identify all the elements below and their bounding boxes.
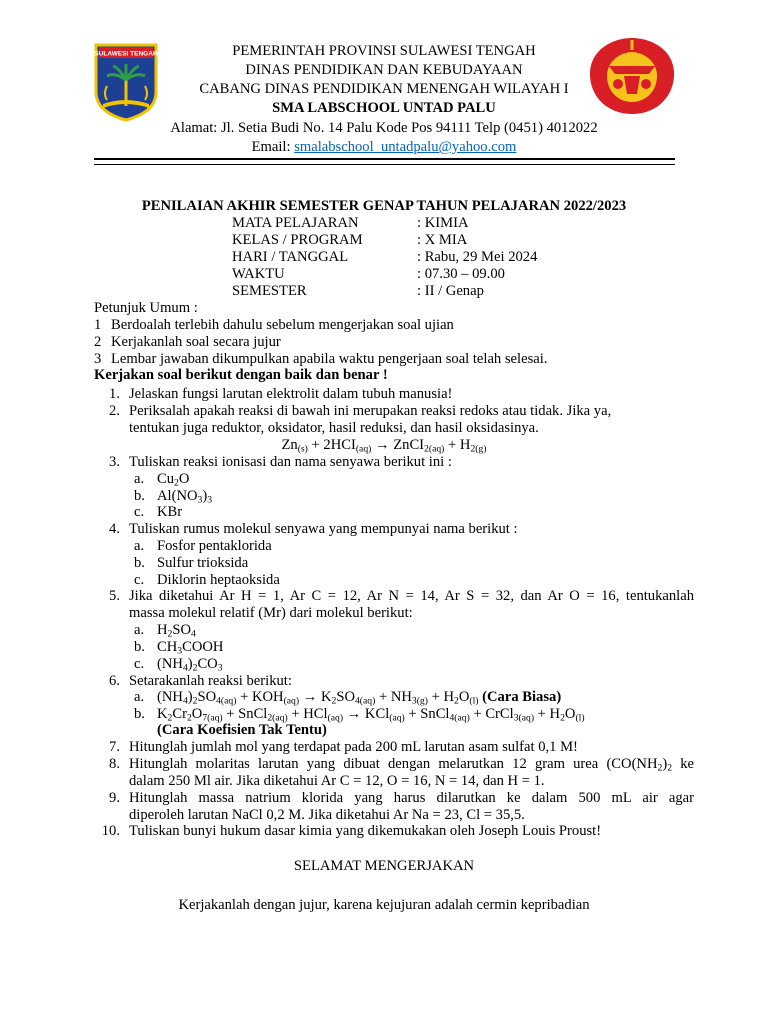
question-5-line-1: Jika diketahui Ar H = 1, Ar C = 12, Ar N = 14, Ar S = 32, dan Ar O = 16, tentukanlah <box>129 588 694 604</box>
field-value-time: : 07.30 – 09.00 <box>417 266 505 282</box>
question-9-line-2: diperoleh larutan NaCl 0,2 M. Jika diketahui Ar Na = 23, Cl = 35,5. <box>129 807 525 823</box>
instruction-number: 2 <box>94 334 102 350</box>
equation-a <box>157 689 561 706</box>
header-rule-thin <box>94 164 675 165</box>
question-number: 6. <box>109 673 120 689</box>
field-value-semester: : II / Genap <box>417 283 484 299</box>
equation-formula: $K_2Cr_2O_{7(aq)}$ + SnCl$_{2(aq)}$ + HCl$_{(aq)}$ → KCl$_{(aq)}$ + SnCl$_{4(aq)}$ + CrCl$_{3(aq)}$ + $H_2O_{(l)}$ <box>157 706 585 724</box>
department-name: DINAS PENDIDIKAN DAN KEBUDAYAAN <box>245 62 523 78</box>
question-number: 2. <box>109 403 120 419</box>
closing-greeting: SELAMAT MENGERJAKAN <box>293 858 475 874</box>
redox-reaction: $Zn_{(s)} + 2HCI_{(aq)}$ → ZnCI$_{2(aq)}$ + $H_{2(g)}$ <box>281 437 487 455</box>
item-letter: c. <box>134 656 145 672</box>
instruction-text: Lembar jawaban dikumpulkan apabila waktu pengerjaan soal telah selesai. <box>111 351 548 367</box>
question-2-line-2: tentukan juga reduktor, oksidator, hasil reduksi, dan hasil oksidasinya. <box>129 420 539 436</box>
question-7-text: Hitunglah jumlah mol yang terdapat pada 200 mL larutan asam sulfat 0,1 M! <box>129 739 578 755</box>
question-number: 3. <box>109 454 120 470</box>
question-number: 7. <box>109 739 120 755</box>
field-label-semester: SEMESTER <box>232 283 307 299</box>
item-letter: b. <box>134 488 145 504</box>
item-letter: c. <box>134 572 145 588</box>
branch-name: CABANG DINAS PENDIDIKAN MENENGAH WILAYAH I <box>199 81 569 97</box>
item-letter: b. <box>134 555 145 571</box>
compound-name: Fosfor pentaklorida <box>157 538 272 554</box>
item-letter: c. <box>134 504 145 520</box>
school-name: SMA LABSCHOOL UNTAD PALU <box>272 100 496 116</box>
school-email-line <box>0 139 768 156</box>
method-note: (Cara Koefisien Tak Tentu) <box>157 722 327 738</box>
question-number: 9. <box>109 790 120 806</box>
motto: Kerjakanlah dengan jujur, karena kejujuran adalah cermin kepribadian <box>178 897 590 913</box>
field-label-date: HARI / TANGGAL <box>232 249 349 265</box>
compound-formula: $H_2SO_4$ <box>157 622 196 640</box>
field-value-class: : X MIA <box>417 232 468 248</box>
instruction-number: 1 <box>94 317 102 333</box>
compound-formula: $(NH_4)_2CO_3$ <box>157 656 223 674</box>
item-letter: a. <box>134 471 145 487</box>
compound-formula: $Al(NO_3)_3$ <box>157 488 213 506</box>
question-5-line-2: massa molekul relatif (Mr) dari molekul berikut: <box>129 605 413 621</box>
work-instruction: Kerjakan soal berikut dengan baik dan benar ! <box>94 367 388 383</box>
field-value-subject: : KIMIA <box>417 215 469 231</box>
question-8-line-1: Hitunglah molaritas larutan yang dibuat dengan melarutkan 12 gram urea ($CO(NH_2)_2$ ke <box>129 756 694 774</box>
item-letter: a. <box>134 622 145 638</box>
instruction-number: 3 <box>94 351 102 367</box>
header-rule-thick <box>94 158 675 160</box>
exam-title: PENILAIAN AKHIR SEMESTER GENAP TAHUN PELAJARAN 2022/2023 <box>141 198 627 214</box>
compound-formula: $Cu_2O$ <box>157 471 190 489</box>
item-letter: a. <box>134 689 145 705</box>
question-4-text: Tuliskan rumus molekul senyawa yang mempunyai nama berikut : <box>129 521 518 537</box>
compound-name: Diklorin heptaoksida <box>157 572 280 588</box>
school-address: Alamat: Jl. Setia Budi No. 14 Palu Kode Pos 94111 Telp (0451) 4012022 <box>170 120 598 136</box>
question-10-text: Tuliskan bunyi hukum dasar kimia yang dikemukakan oleh Joseph Louis Proust! <box>129 823 602 839</box>
question-3-text: Tuliskan reaksi ionisasi dan nama senyawa berikut ini : <box>129 454 452 470</box>
compound-formula: KBr <box>157 504 183 520</box>
email-label: Email: <box>251 139 291 155</box>
question-1-text: Jelaskan fungsi larutan elektrolit dalam tubuh manusia! <box>129 386 453 402</box>
question-number: 4. <box>109 521 120 537</box>
method-note: (Cara Biasa) <box>482 689 562 705</box>
item-letter: b. <box>134 706 145 722</box>
question-6-text: Setarakanlah reaksi berikut: <box>129 673 292 689</box>
question-number: 10. <box>101 823 120 839</box>
field-label-class: KELAS / PROGRAM <box>232 232 363 248</box>
question-number: 5. <box>109 588 120 604</box>
instruction-text: Berdoalah terlebih dahulu sebelum mengerjakan soal ujian <box>111 317 454 333</box>
question-2-line-1: Periksalah apakah reaksi di bawah ini merupakan reaksi redoks atau tidak. Jika ya, <box>129 403 612 419</box>
instruction-text: Kerjakanlah soal secara jujur <box>111 334 281 350</box>
compound-name: Sulfur trioksida <box>157 555 249 571</box>
instructions-heading: Petunjuk Umum : <box>94 300 198 316</box>
government-name: PEMERINTAH PROVINSI SULAWESI TENGAH <box>232 43 536 59</box>
field-value-date: : Rabu, 29 Mei 2024 <box>417 249 538 265</box>
emblem-text: SULAWESI TENGAH <box>94 50 158 58</box>
school-email-link[interactable]: smalabschool_untadpalu@yahoo.com <box>294 139 517 155</box>
item-letter: a. <box>134 538 145 554</box>
field-label-time: WAKTU <box>232 266 285 282</box>
question-number: 1. <box>109 386 120 402</box>
question-number: 8. <box>109 756 120 772</box>
compound-formula: $CH_3COOH$ <box>157 639 224 657</box>
item-letter: b. <box>134 639 145 655</box>
question-9-line-1: Hitunglah massa natrium klorida yang harus dilarutkan ke dalam 500 mL air agar <box>129 790 694 806</box>
field-label-subject: MATA PELAJARAN <box>232 215 359 231</box>
question-8-line-2: dalam 250 Ml air. Jika diketahui Ar C = 12, O = 16, N = 14, dan H = 1. <box>129 773 545 789</box>
equation-formula: $(NH_4)_2SO_{4(aq)} + KOH_{(aq)} \to K_2SO_{4(aq)} + NH_{3(g)} + H_2O_{(l)}$ <box>157 689 479 707</box>
